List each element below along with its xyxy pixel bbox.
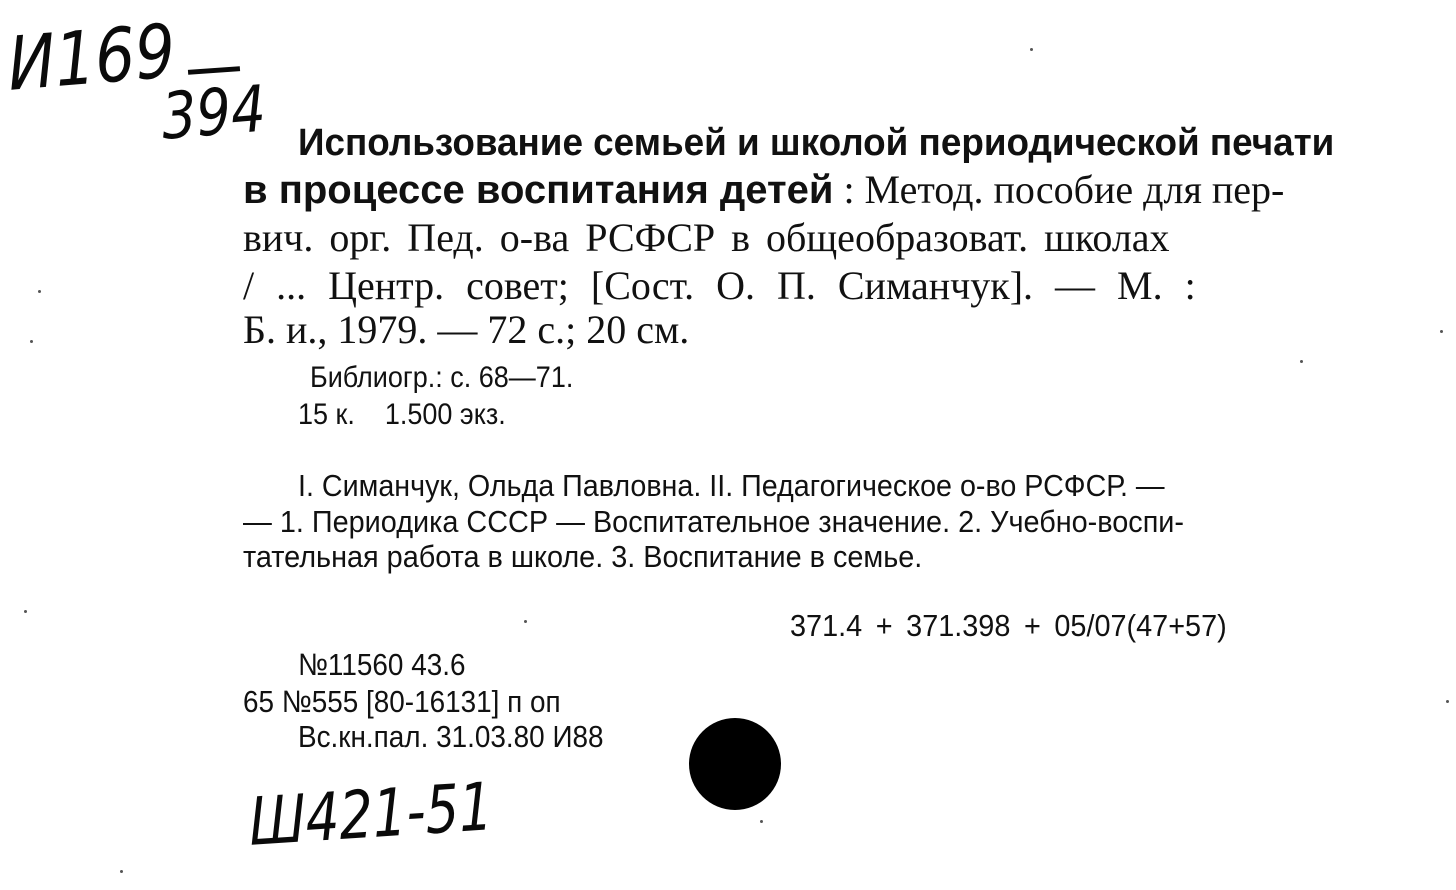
scan-speck [120,870,123,873]
entry-subtitle: : Метод. пособие для пер- [833,167,1285,212]
scan-speck [38,290,41,293]
entry-title-end: в процессе воспитания детей [243,168,834,212]
entry-line-1 [298,124,1373,162]
punch-hole [689,718,781,810]
imprint-line-3: Вс.кн.пал. 31.03.80 И88 [298,719,604,754]
scan-speck [1030,48,1033,51]
entry-line-3: вич. орг. Пед. о-ва РСФСР в общеобразоват. школах [243,215,1170,260]
bibliography-note: Библиогр.: с. 68—71. [310,361,574,394]
entry-line-2 [243,167,1285,212]
handwritten-shelfmark: И169 [5,8,178,108]
scan-speck [1440,330,1443,333]
scan-speck [1300,360,1303,363]
entry-title-start: Использование семьей и школой периодической печати [298,122,1335,164]
imprint-line-2: 65 №555 [80-16131] п оп [243,684,561,719]
imprint-line-1: №11560 43.6 [298,647,466,682]
tracings-line-3: тательная работа в школе. 3. Воспитание в семье. [243,539,923,574]
classification-index: 371.4 + 371.398 + 05/07(47+57) [790,608,1227,643]
scan-speck [1446,700,1449,703]
scan-speck [24,610,27,613]
scan-speck [524,620,527,623]
scan-speck [760,820,763,823]
entry-line-4: / ... Центр. совет; [Сост. О. П. Симанчук]. — М. : [243,263,1196,308]
scan-speck [30,340,33,343]
entry-line-5: Б. и., 1979. — 72 с.; 20 см. [243,307,690,352]
shelfmark-underline [188,66,240,75]
tracings-line-1: I. Симанчук, Ольда Павловна. II. Педагогическое о-во РСФСР. — [298,468,1165,503]
tracings-line-2: — 1. Периодика СССР — Воспитательное значение. 2. Учебно-воспи- [243,504,1185,539]
handwritten-shelfmark-sub: 394 [159,72,268,155]
price-run-note: 15 к. 1.500 экз. [298,398,506,431]
handwritten-bottom-code: Ш421-51 [247,768,495,861]
